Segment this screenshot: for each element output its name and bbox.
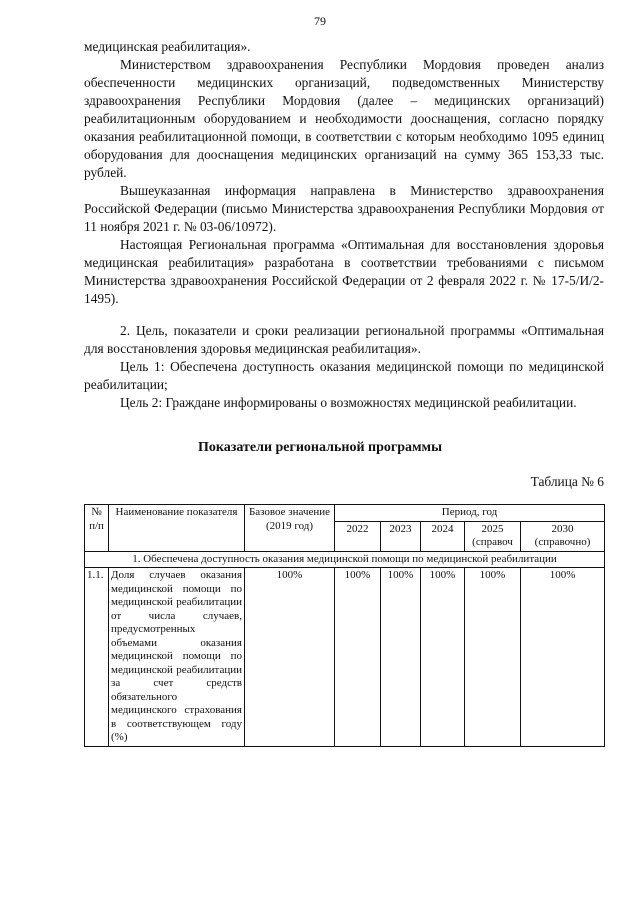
base-value: 100% xyxy=(245,568,335,747)
paragraph: Министерством здравоохранения Республики Мордовия проведен анализ обеспеченности медицинских организаций, подведомственных Министерству здравоохранения Республики Мордовия (далее – медицинских организаций) реабилитационным оборудованием и необходимости дооснащения, согласно порядку оказания реабилитационной помощи, в соответствии с которым необходимо 1095 единиц оборудования для дооснащения медицинских организаций на сумму 365 153,33 тыс. рублей. xyxy=(84,57,604,180)
goal-1: Цель 1: Обеспечена доступность оказания медицинской помощи по медицинской реабилитации; xyxy=(84,359,604,392)
year-value: 100% xyxy=(465,568,521,747)
indicator-name: Доля случаев оказания медицинской помощи по медицинской реабилитации от числа случаев, предусмотренных объемами оказания медицинской помощи по медицинской реабилитации за счет средств обязательного медицинского страхования в соответствующем году (%) xyxy=(109,568,245,747)
header-indicator-name: Наименование показателя xyxy=(109,505,245,552)
header-base-value: Базовое значение (2019 год) xyxy=(245,505,335,552)
header-year: 2024 xyxy=(421,521,465,551)
header-year: 2023 xyxy=(381,521,421,551)
section-2-title: 2. Цель, показатели и сроки реализации региональной программы «Оптимальная для восстановления здоровья медицинская реабилитация». xyxy=(84,323,604,356)
paragraph: Настоящая Региональная программа «Оптимальная для восстановления здоровья медицинская реабилитация» разработана в соответствии требованиями с письмом Министерства здравоохранения Российской Федерации от 2 февраля 2022 г. № 17-5/И/2-1495). xyxy=(84,237,604,306)
header-period: Период, год xyxy=(335,505,605,522)
year-value: 100% xyxy=(335,568,381,747)
table-row xyxy=(85,568,605,747)
table-label: Таблица № 6 xyxy=(530,474,604,489)
row-number: 1.1. xyxy=(85,568,109,747)
table-header-row xyxy=(85,505,605,522)
page-number: 79 xyxy=(314,14,326,28)
indicators-table xyxy=(84,504,605,747)
year-value: 100% xyxy=(421,568,465,747)
paragraph: Вышеуказанная информация направлена в Министерство здравоохранения Российской Федерации (письмо Министерства здравоохранения Республики Мордовия от 11 ноября 2021 г. № 03-06/10972). xyxy=(84,183,604,234)
header-year: 2030 (справочно) xyxy=(521,521,605,551)
header-year: 2022 xyxy=(335,521,381,551)
year-value: 100% xyxy=(521,568,605,747)
header-year: 2025 (справоч xyxy=(465,521,521,551)
header-number: № п/п xyxy=(85,505,109,552)
paragraph: медицинская реабилитация». xyxy=(84,39,251,54)
table-section-row xyxy=(85,551,605,568)
year-value: 100% xyxy=(381,568,421,747)
body-text xyxy=(84,38,604,412)
section-row-title: 1. Обеспечена доступность оказания медицинской помощи по медицинской реабилитации xyxy=(85,551,605,568)
goal-2: Цель 2: Граждане информированы о возможностях медицинской реабилитации. xyxy=(120,395,577,410)
section-heading: Показатели региональной программы xyxy=(197,440,443,455)
